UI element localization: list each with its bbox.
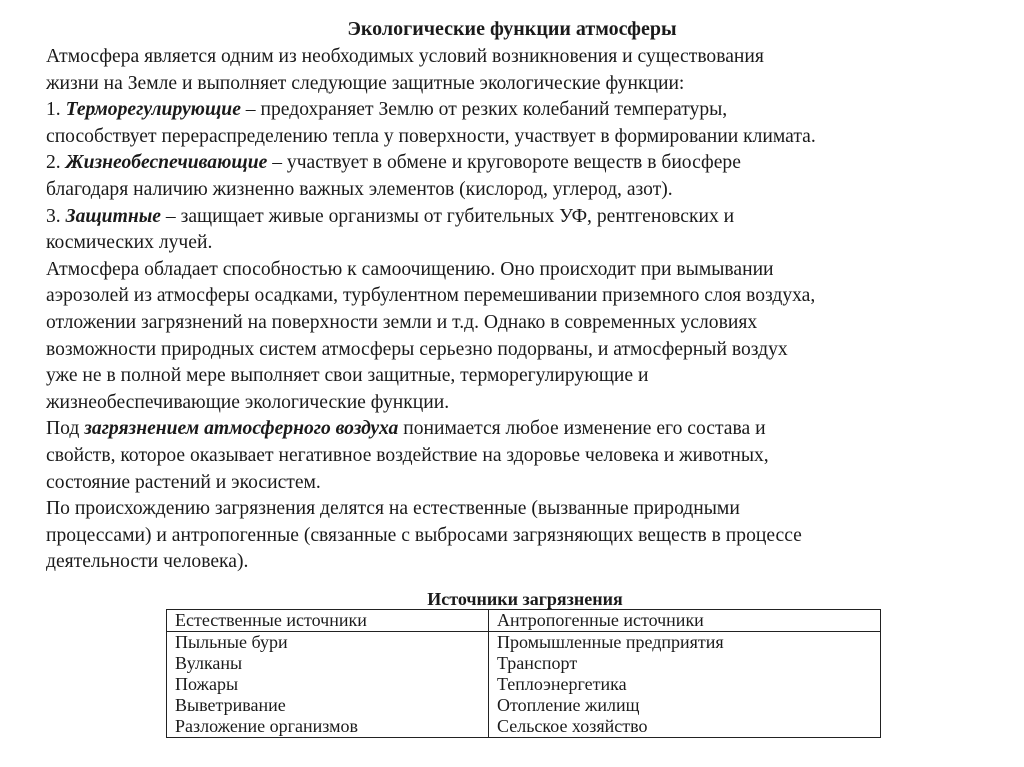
self-cleaning-line: аэрозолей из атмосферы осадками, турбулентном перемешивании приземного слоя воздуха, [46, 285, 816, 307]
self-cleaning-line: возможности природных систем атмосферы серьезно подорваны, и атмосферный воздух [46, 338, 788, 360]
pollution-suffix: понимается любое изменение его состава и [398, 418, 766, 440]
intro-line: жизни на Земле и выполняет следующие защитные экологические функции: [46, 72, 685, 94]
function-item-2 [46, 150, 1006, 177]
pollution-definition [46, 416, 1006, 443]
origin-line: деятельности человека). [46, 551, 249, 573]
function-name: Терморегулирующие [65, 99, 241, 121]
origin-line: По происхождению загрязнения делятся на естественные (вызванные природными [46, 498, 740, 520]
function-text: – защищает живые организмы от губительных УФ, рентгеновских и [161, 205, 735, 227]
self-cleaning-line: жизнеобеспечивающие экологические функции. [46, 391, 450, 413]
page-title: Экологические функции атмосферы [347, 18, 677, 40]
function-text-line: благодаря наличию жизненно важных элементов (кислород, углерод, азот). [46, 178, 673, 200]
intro-line: Атмосфера является одним из необходимых условий возникновения и существования [46, 46, 764, 67]
function-item-3 [46, 204, 1006, 231]
table-cell: Транспорт [489, 653, 881, 674]
pollution-term: загрязнением атмосферного воздуха [84, 418, 399, 440]
table-header-row [167, 610, 881, 632]
function-number: 1. [46, 99, 66, 121]
function-text-line: способствует перераспределению тепла у поверхности, участвует в формировании климата. [46, 125, 816, 147]
function-item-1 [46, 97, 1006, 124]
table-cell: Теплоэнергетика [489, 674, 881, 695]
header-anthropogenic: Антропогенные источники [489, 610, 881, 632]
body-text [46, 44, 1006, 576]
table-cell: Сельское хозяйство [489, 716, 881, 738]
table-row [167, 695, 881, 716]
header-natural: Естественные источники [167, 610, 489, 632]
pollution-line: свойств, которое оказывает негативное воздействие на здоровье человека и животных, [46, 444, 769, 466]
self-cleaning-line: Атмосфера обладает способностью к самоочищению. Оно происходит при вымывании [46, 258, 774, 280]
table-cell: Разложение организмов [167, 716, 489, 738]
table-cell: Выветривание [167, 695, 489, 716]
function-text-line: космических лучей. [46, 232, 213, 254]
table-cell: Пожары [167, 674, 489, 695]
function-name: Защитные [65, 205, 161, 227]
table-cell: Промышленные предприятия [489, 632, 881, 654]
table-cell: Отопление жилищ [489, 695, 881, 716]
table-cell: Вулканы [167, 653, 489, 674]
function-text: – предохраняет Землю от резких колебаний температуры, [240, 99, 728, 121]
table-row [167, 674, 881, 695]
origin-line: процессами) и антропогенные (связанные с выбросами загрязняющих веществ в процессе [46, 524, 802, 546]
table-caption: Источники загрязнения [427, 589, 623, 609]
pollution-sources-table [166, 609, 881, 738]
table-row [167, 632, 881, 654]
table-cell: Пыльные бури [167, 632, 489, 654]
function-name: Жизнеобеспечивающие [65, 152, 268, 174]
table-row [167, 653, 881, 674]
function-text: – участвует в обмене и круговороте веществ в биосфере [267, 152, 741, 174]
self-cleaning-line: уже не в полной мере выполняет свои защитные, терморегулирующие и [46, 365, 649, 387]
table-row [167, 716, 881, 738]
function-number: 2. [46, 152, 66, 174]
function-number: 3. [46, 205, 66, 227]
pollution-prefix: Под [46, 418, 85, 440]
self-cleaning-line: отложении загрязнений на поверхности земли и т.д. Однако в современных условиях [46, 311, 758, 333]
pollution-line: состояние растений и экосистем. [46, 471, 321, 493]
